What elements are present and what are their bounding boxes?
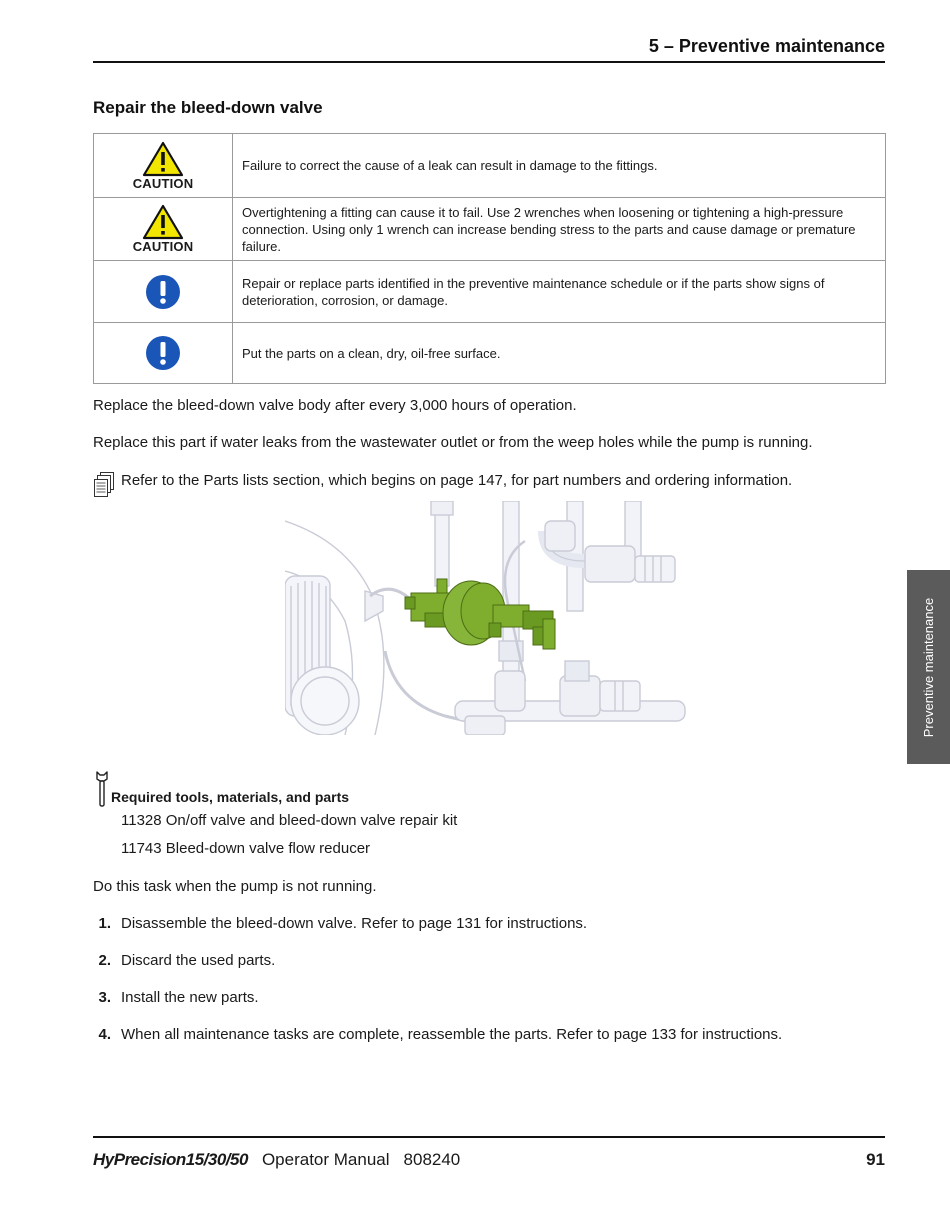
procedure-step (93, 1026, 783, 1043)
notice-text: Put the parts on a clean, dry, oil-free surface. (233, 323, 886, 384)
page-footer (93, 1150, 885, 1170)
procedure-step (93, 952, 276, 969)
bleed-down-valve-illustration (285, 501, 690, 735)
task-intro: Do this task when the pump is not running. (93, 878, 377, 895)
notice-text: Failure to correct the cause of a leak can result in damage to the fittings. (233, 134, 886, 198)
step-text: Discard the used parts. (121, 952, 276, 969)
notice-text: Overtightening a fitting can cause it to fail. Use 2 wrenches when loosening or tightening a high-pressure connection. Using only 1 wrench can increase bending stress to the parts and cause damage or premature failure. (233, 198, 886, 261)
step-text: When all maintenance tasks are complete, reassemble the parts. Refer to page 133 for instructions. (121, 1026, 783, 1043)
product-name: HyPrecision15/30/50 (93, 1150, 248, 1169)
wrench-icon (93, 770, 113, 808)
caution-label: CAUTION (132, 239, 194, 254)
step-text: Disassemble the bleed-down valve. Refer to page 131 for instructions. (121, 915, 588, 932)
caution-label: CAUTION (132, 175, 194, 191)
parts-reference (93, 471, 792, 499)
tools-list-item: 11328 On/off valve and bleed-down valve repair kit (121, 812, 458, 829)
page-number: 91 (866, 1150, 885, 1169)
manual-title: Operator Manual (261, 1150, 390, 1169)
notice-row (94, 198, 886, 261)
notice-row (94, 134, 886, 198)
safety-notices-table (93, 133, 886, 384)
chapter-title: 5 – Preventive maintenance (648, 36, 885, 56)
important-exclamation-icon (145, 335, 181, 371)
step-number: 2. (98, 952, 111, 969)
section-heading: Repair the bleed-down valve (93, 98, 323, 117)
tools-heading: Required tools, materials, and parts (111, 789, 350, 805)
procedure-step (93, 989, 259, 1006)
notice-row (94, 261, 886, 323)
documents-icon (93, 471, 116, 499)
step-text: Install the new parts. (121, 989, 259, 1006)
notice-text: Repair or replace parts identified in the preventive maintenance schedule or if the parts show signs of deterioration, corrosion, or damage. (233, 261, 886, 323)
body-paragraph: Replace this part if water leaks from the wastewater outlet or from the weep holes while the pump is running. (93, 434, 813, 451)
important-exclamation-icon (145, 274, 181, 310)
procedure-step (93, 915, 588, 932)
caution-triangle-icon (142, 141, 184, 177)
step-number: 4. (98, 1026, 111, 1043)
body-paragraph: Replace the bleed-down valve body after every 3,000 hours of operation. (93, 397, 577, 414)
manual-part-number: 808240 (403, 1150, 461, 1169)
footer-divider (93, 1136, 885, 1138)
caution-triangle-icon (142, 204, 184, 240)
chapter-side-tab[interactable] (907, 570, 950, 764)
step-number: 3. (98, 989, 111, 1006)
step-number: 1. (98, 915, 111, 932)
reference-text: Refer to the Parts lists section, which begins on page 147, for part numbers and ordering information. (121, 472, 793, 489)
tools-list-item: 11743 Bleed-down valve flow reducer (121, 840, 371, 857)
notice-row (94, 323, 886, 384)
side-tab-label: Preventive maintenance (921, 597, 937, 737)
header-divider (93, 61, 885, 63)
